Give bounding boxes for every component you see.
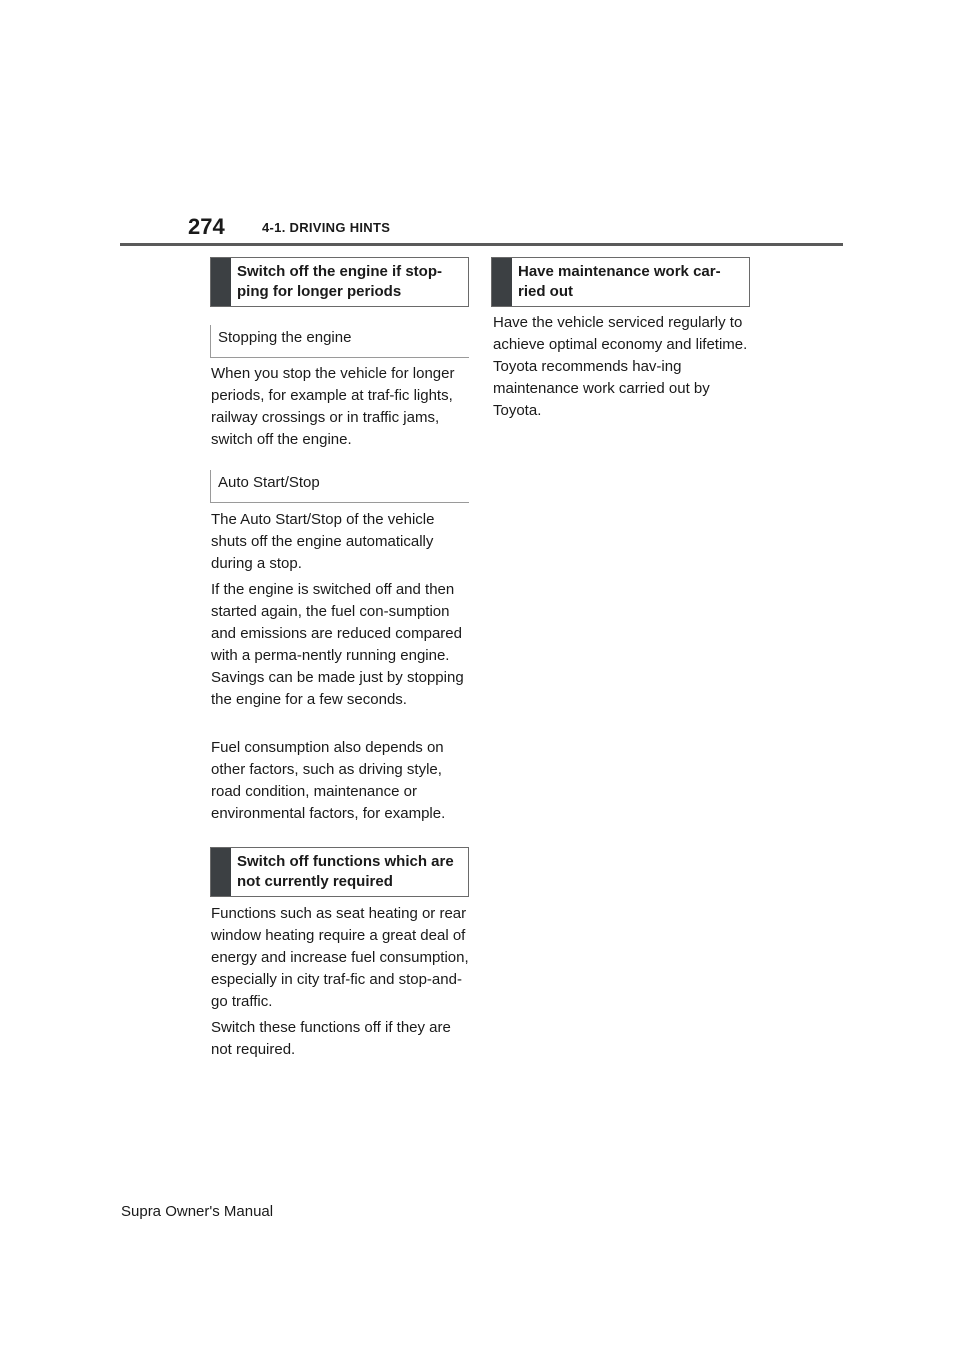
paragraph-switch-functions-off: Switch these functions off if they are not required. [211,1019,451,1058]
heading-maintenance [491,257,750,307]
page-number: 274 [188,214,225,239]
heading-bar [211,848,231,896]
heading-label: Switch off functions which are not currently required [237,853,454,890]
paragraph-seat-heating: Functions such as seat heating or rear window heating require a great deal of energy and increase fuel consumption, especially in city traf-fic and stop-and-go traffic. [211,905,469,1010]
paragraph-auto-start-stop: The Auto Start/Stop of the vehicle shuts off the engine automatically during a stop. [211,511,435,572]
footer-manual-title: Supra Owner's Manual [121,1203,274,1220]
subheading-auto-start-stop: Auto Start/Stop [210,470,469,503]
paragraph-fuel-consumption: Fuel consumption also depends on other factors, such as driving style, road condition, maintenance or environmental factors, for example. [211,739,446,822]
section-title: 4-1. DRIVING HINTS [262,220,391,235]
heading-label: Switch off the engine if stop-ping for longer periods [237,263,442,300]
header-divider [120,243,843,246]
heading-switch-off-functions [210,847,469,897]
paragraph-fuel-savings: If the engine is switched off and then started again, the fuel con-sumption and emissions are reduced compared with a perma-nently running engine. Savings can be made just by stopping the engine for a few seconds. [211,581,464,708]
heading-label: Have maintenance work car-ried out [518,263,721,300]
subheading-stopping-engine: Stopping the engine [210,325,469,358]
heading-switch-off-engine [210,257,469,307]
paragraph-maintenance: Have the vehicle serviced regularly to achieve optimal economy and lifetime. Toyota recommends hav-ing maintenance work carried out by Toyota. [493,314,748,419]
paragraph-stop-vehicle: When you stop the vehicle for longer periods, for example at traf-fic lights, railway crossings or in traffic jams, switch off the engine. [211,365,455,448]
heading-bar [211,258,231,306]
heading-bar [492,258,512,306]
